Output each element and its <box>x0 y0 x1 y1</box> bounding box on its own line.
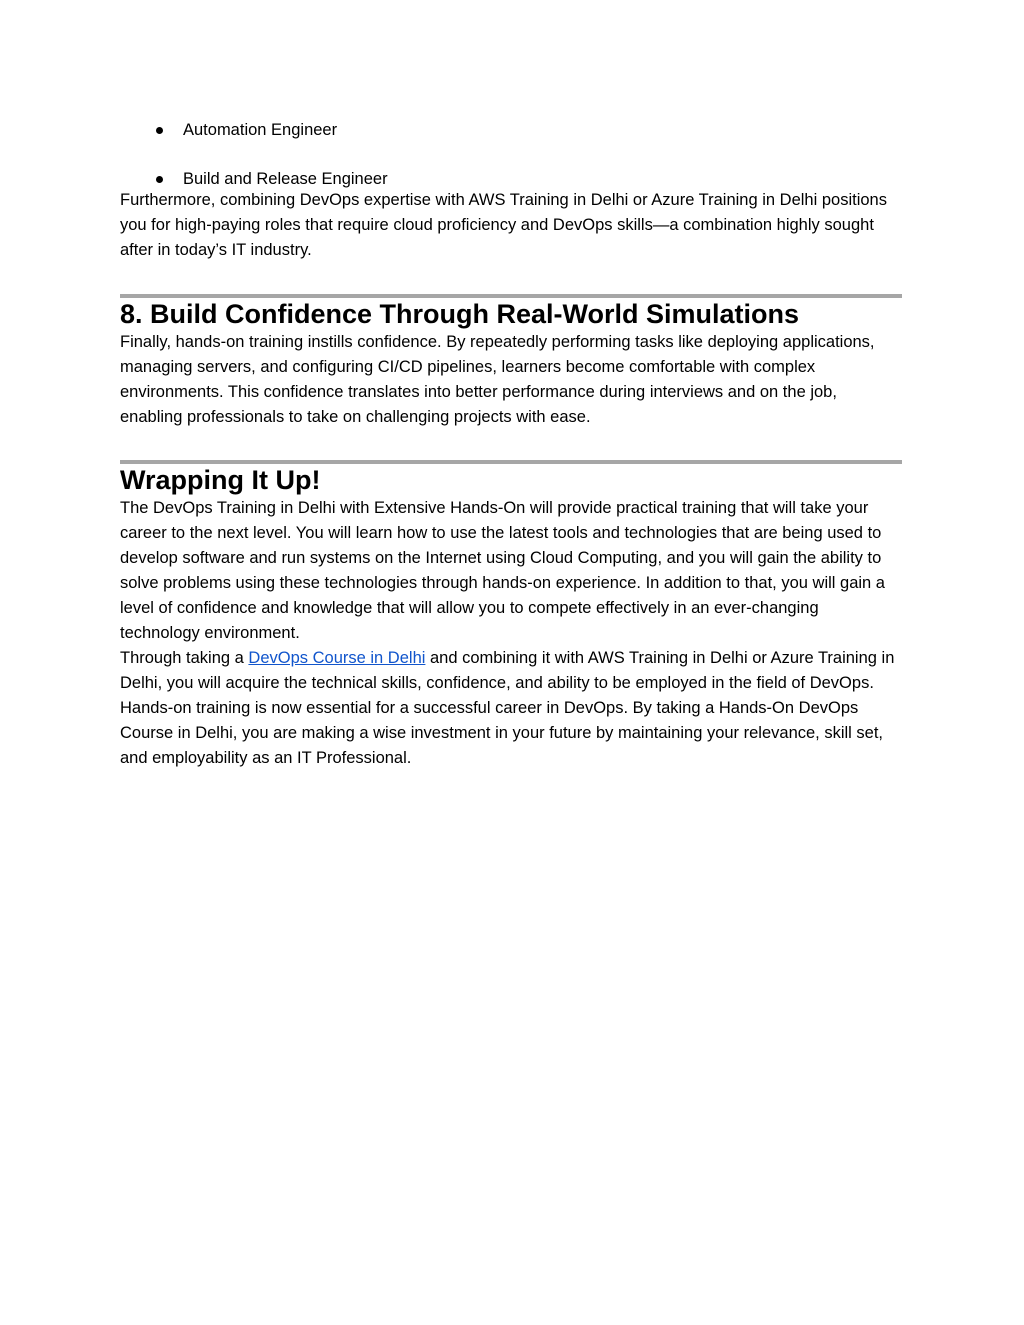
list-item-label: Build and Release Engineer <box>183 170 388 188</box>
list-item-build-release-engineer <box>120 170 902 188</box>
devops-course-link[interactable]: DevOps Course in Delhi <box>248 649 426 667</box>
text-before-link: Through taking a <box>120 649 249 667</box>
paragraph-wrapping-3: Hands-on training is now essential for a successful career in DevOps. By taking a Hands-On DevOps Course in Delhi, you are making a wise investment in your future by maintaining your relevance, skill set, and employability as an IT Professional. <box>120 699 884 767</box>
bullet-icon <box>156 176 163 183</box>
paragraph-section-8: Finally, hands-on training instills confidence. By repeatedly performing tasks like deploying applications, managing servers, and configuring CI/CD pipelines, learners become comfortable with complex environments. This confidence translates into better performance during interviews and on the job, enabling professionals to take on challenging projects with ease. <box>120 333 875 426</box>
list-item-label: Automation Engineer <box>183 121 338 139</box>
text-after-link: and combining it with AWS Training in Delhi or Azure Training in Delhi, you will acquire the technical skills, confidence, and ability to be employed in the field of DevOps. <box>120 649 895 692</box>
paragraph-furthermore: Furthermore, combining DevOps expertise with AWS Training in Delhi or Azure Training in Delhi positions you for high-paying roles that require cloud proficiency and DevOps skills—a combination highly sought after in today’s IT industry. <box>120 191 887 259</box>
bullet-icon <box>156 127 163 134</box>
list-item-automation-engineer <box>120 121 902 139</box>
job-roles-list <box>120 121 902 188</box>
paragraph-wrapping-1: The DevOps Training in Delhi with Extensive Hands-On will provide practical training that will take your career to the next level. You will learn how to use the latest tools and technologies that are being used to develop software and run systems on the Internet using Cloud Computing, and you will gain the ability to solve problems using these technologies through hands-on experience. In addition to that, you will gain a level of confidence and knowledge that will allow you to compete effectively in an ever-changing technology environment. <box>120 499 885 642</box>
heading-wrapping-it-up: Wrapping It Up! <box>120 465 321 495</box>
heading-build-confidence: 8. Build Confidence Through Real-World Simulations <box>120 299 800 329</box>
paragraph-wrapping-2 <box>120 646 902 696</box>
